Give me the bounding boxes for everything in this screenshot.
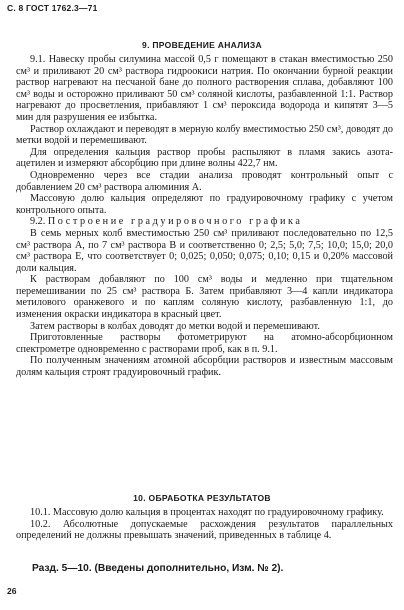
paragraph: К растворам добавляют по 100 см³ воды и медленно при тщательном перемешивании по 25 см³ раствора Б. Затем прибавляют 3—4 капли индикатора метилового оранжевого и по каплям соляную кислоту, разбавленную 1:1, до изменения окраски индикатора в красный цвет. (16, 274, 393, 321)
paragraph-10-1: 10.1. Массовую долю кальция в процентах находят по градуировочному графику. (30, 507, 384, 518)
paragraph-10-2: 10.2. Абсолютные допускаемые расхождения результатов параллельных определений не должны превышать значений, приведенных в таблице 4. (16, 518, 393, 542)
paragraph: Приготовленные растворы фотометрируют на атомно-абсорбционном спектрометре одновременно с растворами проб, как в п. 9.1. (16, 332, 393, 355)
paragraph: Массовую долю кальция определяют по градуировочному графику с учетом контрольного опыта. (16, 193, 393, 216)
paragraph: Затем растворы в колбах доводят до метки водой и перемешивают. (30, 320, 320, 332)
paragraph-9-1: 9.1. Навеску пробы силумина массой 0,5 г помещают в стакан вместимостью 250 см³ и приливают 20 см³ раствора гидроокиси натрия. По окончании бурной реакции раствор нагревают на песчаной бане до полного растворения сплава, добавляют 100 см³ воды и осторожно приливают 50 см³ соляной кислоты, разбавленной 1:1. Раствор нагревают до просветления, прибавляют 1 см³ пероксида водорода и кипятят 3—5 мин для разрушения ее избытка. (16, 54, 393, 123)
clause-title-spaced: Построение градуировочного графика (47, 216, 303, 228)
section-10-heading: 10. ОБРАБОТКА РЕЗУЛЬТАТОВ (133, 493, 271, 503)
paragraph: В семь мерных колб вместимостью 250 см³ приливают последовательно по 12,5 см³ раствора А, по 7 см³ раствора В и соответственно 0; 2,5; 5,0; 7,5; 10,0; 15,0; 20,0 см³ раствора Е, что соответствует 0; 0,025; 0,050; 0,075; 0,10; 0,15 и 0,20% массовой доли кальция. (16, 227, 393, 274)
paragraph: Одновременно через все стадии анализа проводят контрольный опыт с добавлением 20 см³ раствора алюминия А. (16, 169, 393, 193)
paragraph: Раствор охлаждают и переводят в мерную колбу вместимостью 250 см³, доводят до метки водой и перемешивают. (16, 123, 393, 147)
page-number: 26 (7, 586, 17, 596)
paragraph: Для определения кальция раствор пробы распыляют в пламя закись азота-ацетилен и измеряют абсорбцию при длине волны 422,7 нм. (16, 146, 393, 170)
paragraph-9-2-title (16, 216, 393, 228)
section-9-heading: 9. ПРОВЕДЕНИЕ АНАЛИЗА (142, 40, 262, 50)
page-header: С. 8 ГОСТ 1762.3—71 (7, 3, 98, 13)
section-10-body (16, 507, 393, 542)
clause-number: 9.2. (30, 216, 46, 228)
amendment-note: Разд. 5—10. (Введены дополнительно, Изм. № 2). (32, 563, 284, 574)
section-9-body (16, 54, 393, 379)
paragraph: По полученным значениям атомной абсорбции растворов и известным массовым долям кальция строят градуировочный график. (16, 355, 393, 379)
